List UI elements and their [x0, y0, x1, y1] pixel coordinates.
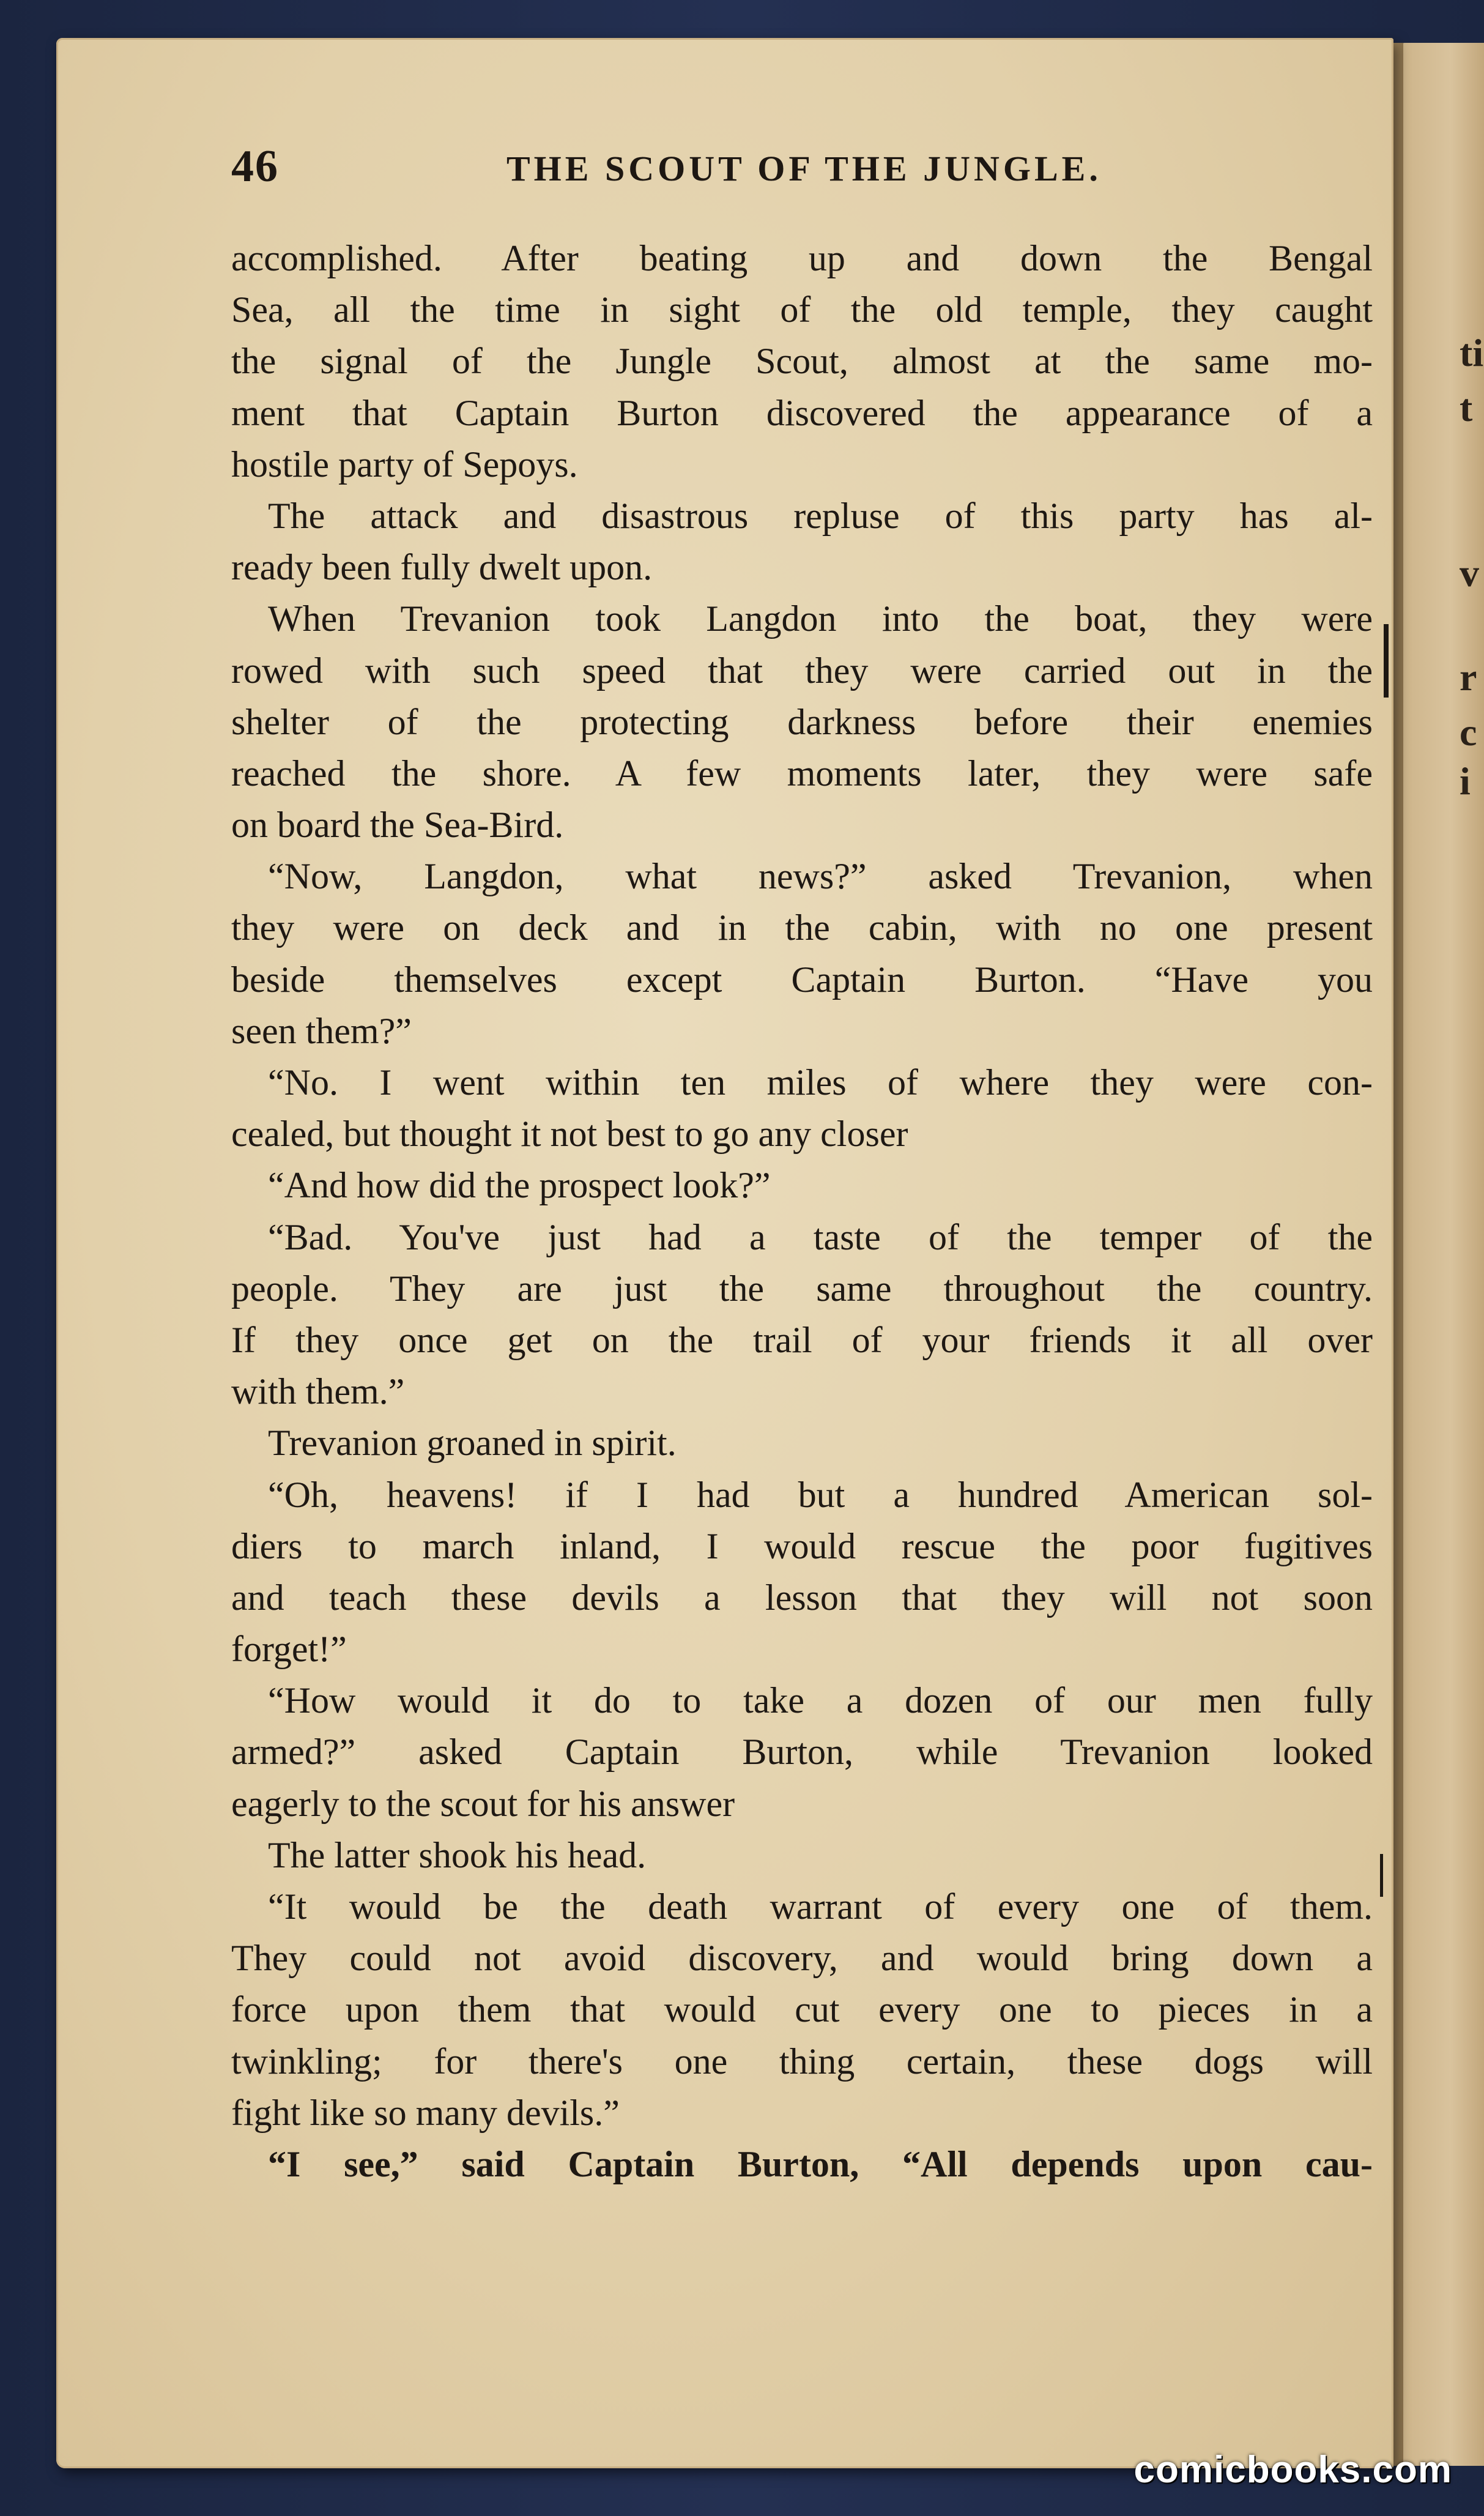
facing-page-fragment: t: [1460, 386, 1473, 430]
text-line: armed?” asked Captain Burton, while Trevanion looked: [231, 1732, 1373, 1773]
text-line: “Oh, heavens! if I had but a hundred American sol-: [268, 1474, 1373, 1515]
text-line: with them.”: [231, 1371, 405, 1412]
text-line: “Bad. You've just had a taste of the temper of the: [268, 1216, 1373, 1257]
text-line: “I see,” said Captain Burton, “All depends upon cau-: [268, 2143, 1373, 2184]
text-line: The attack and disastrous repluse of this party has al-: [268, 495, 1373, 536]
text-line: If they once get on the trail of your friends it all over: [231, 1319, 1373, 1360]
margin-mark: [1384, 624, 1389, 698]
text-line: cealed, but thought it not best to go any closer: [231, 1114, 908, 1155]
facing-page-fragment: ti: [1460, 331, 1484, 374]
text-line: on board the Sea-Bird.: [231, 805, 564, 846]
text-line: the signal of the Jungle Scout, almost at the same mo-: [231, 341, 1373, 382]
facing-page-edge: [1401, 43, 1484, 2466]
text-line: they were on deck and in the cabin, with no one present: [231, 907, 1373, 948]
text-line: rowed with such speed that they were carried out in the: [231, 650, 1373, 691]
text-line: When Trevanion took Langdon into the boat, they were: [268, 598, 1373, 639]
watermark: comicbooks.com: [1133, 2449, 1452, 2491]
text-line: shelter of the protecting darkness before their enemies: [231, 701, 1373, 742]
text-line: forget!”: [231, 1629, 347, 1670]
facing-page-fragment: r: [1460, 655, 1477, 699]
text-line: “No. I went within ten miles of where they were con-: [268, 1062, 1373, 1103]
text-line: They could not avoid discovery, and would bring down a: [231, 1938, 1373, 1979]
text-line: beside themselves except Captain Burton. “Have you: [231, 959, 1373, 1000]
facing-page-fragment: i: [1460, 759, 1471, 803]
text-line: “How would it do to take a dozen of our men fully: [268, 1680, 1373, 1721]
text-line: and teach these devils a lesson that they will not soon: [231, 1577, 1373, 1618]
page-header: [231, 141, 1381, 208]
text-line: diers to march inland, I would rescue the poor fugitives: [231, 1525, 1373, 1566]
text-line: seen them?”: [231, 1010, 412, 1051]
facing-page-fragment: c: [1460, 710, 1477, 754]
margin-mark: [1380, 1854, 1383, 1897]
text-line: ment that Captain Burton discovered the appearance of a: [231, 392, 1373, 433]
body-text: [231, 233, 1373, 2190]
facing-page-fragment: v: [1460, 551, 1479, 595]
text-line: force upon them that would cut every one to pieces in a: [231, 1989, 1373, 2030]
text-line: Trevanion groaned in spirit.: [268, 1423, 677, 1464]
text-line: Sea, all the time in sight of the old temple, they caught: [231, 289, 1373, 330]
text-line: reached the shore. A few moments later, they were safe: [231, 753, 1373, 794]
page-number: 46: [231, 141, 279, 192]
text-line: twinkling; for there's one thing certain, these dogs will: [231, 2041, 1373, 2082]
text-line: eagerly to the scout for his answer: [231, 1783, 735, 1824]
text-line: hostile party of Sepoys.: [231, 444, 578, 485]
text-line: “And how did the prospect look?”: [268, 1165, 771, 1206]
text-line: fight like so many devils.”: [231, 2092, 620, 2133]
running-title: THE SCOUT OF THE JUNGLE.: [506, 149, 1102, 188]
text-line: people. They are just the same throughout the country.: [231, 1268, 1373, 1309]
text-line: accomplished. After beating up and down the Bengal: [231, 238, 1373, 278]
text-line: The latter shook his head.: [268, 1834, 647, 1875]
text-line: ready been fully dwelt upon.: [231, 547, 653, 588]
text-line: “It would be the death warrant of every one of them.: [268, 1886, 1373, 1927]
text-line: “Now, Langdon, what news?” asked Trevanion, when: [268, 856, 1373, 897]
